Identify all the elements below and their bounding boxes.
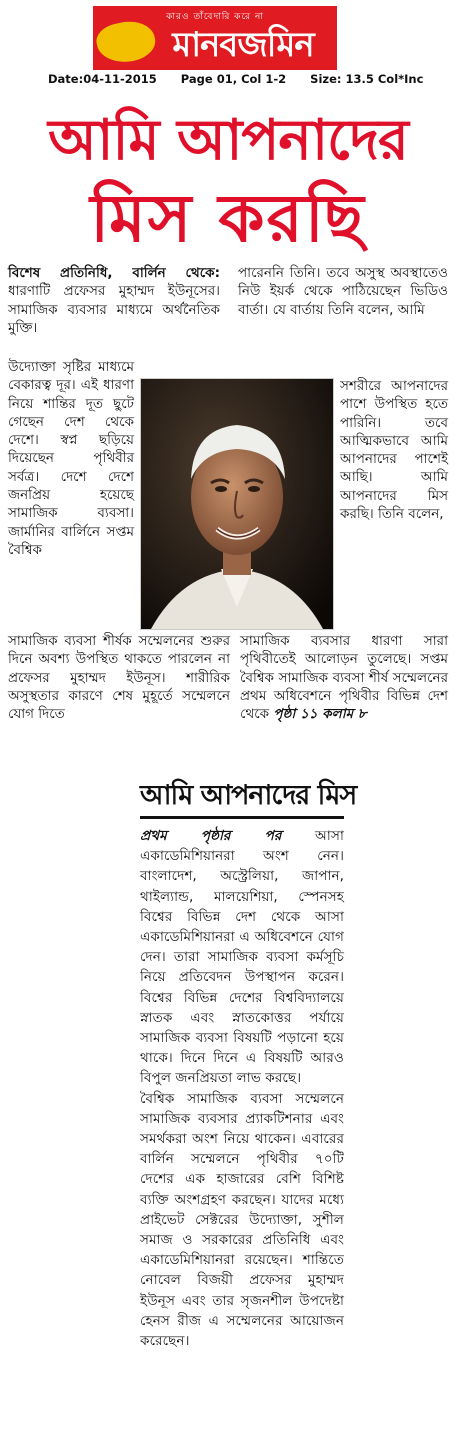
article-right-column-top [238, 264, 448, 319]
article-left-column-top [8, 264, 220, 337]
article-right-narrow [340, 377, 448, 523]
article-left-narrow [8, 358, 134, 559]
article-right-top-text: পারেননি তিনি। তবে অসুস্থ অবস্থাতেও নিউ ইয়র্ক থেকে পাঠিয়েছেন ভিডিও বার্তা। যে বার্তায় তিনি বলেন, আমি [238, 265, 448, 318]
continuation-title: আমি আপনাদের মিস [140, 776, 344, 819]
clipping-size: Size: 13.5 Col*Inc [310, 72, 424, 86]
newspaper-name: মানবজমিন [172, 25, 314, 65]
continuation-lead: প্রথম পৃষ্ঠার পর [140, 828, 282, 844]
article-left-column-bottom [8, 632, 230, 723]
portrait-illustration [141, 379, 333, 629]
continuation-paragraph-2: বৈশ্বিক সামাজিক ব্যবসা সম্মেলনে সামাজিক ব্যবসার প্র্যাকটিশনার এবং সমর্থকরা অংশ নিয়ে থাকেন। এবারের বার্লিন সম্মেলনে পৃথিবীর ৭০টি দেশের এক হাজারের বেশি বিশিষ্ট ব্যক্তি অংশগ্রহণ করছেন। যাদের মধ্যে প্রাইভেট সেক্টরের উদ্যোক্তা, সুশীল সমাজ ও সরকারের প্রতিনিধি এবং একাডেমিশিয়ানরা রয়েছেন। শান্তিতে নোবেল বিজয়ী প্রফেসর মুহাম্মদ ইউনূস এবং তার সৃজনশীল উপদেষ্টা হেনস রীজ এ সম্মেলনের আয়োজন করেছেন। [140, 1090, 344, 1350]
muhammad-yunus-photo [140, 378, 334, 630]
headline-line-1: আমি আপনাদের [48, 107, 408, 173]
jump-reference: পৃষ্ঠা ১১ কলাম ৮ [273, 706, 367, 723]
clipping-date: Date:04-11-2015 [48, 72, 157, 86]
article-right-narrow-text: সশরীরে আপনাদের পাশে উপস্থিত হতে পারিনি। তবে আত্মিকভাবে আমি আপনাদের পাশেই আছি। আমি আপনাদের মিস করছি। তিনি বলেন, [340, 378, 448, 523]
article-lead-text: ধারণাটি প্রফেসর মুহাম্মদ ইউনূসের। সামাজিক ব্যবসার মাধ্যমে অর্থনৈতিক মুক্তি। [8, 283, 220, 336]
article-right-bottom-text: সামাজিক ব্যবসার ধারণা সারা পৃথিবীতেই আলোড়ন তুলেছে। সপ্তম বৈশ্বিক সামাজিক ব্যবসা শীর্ষ সম্মেলনের প্রথম অধিবেশনে পৃথিবীর বিভিন্ন দেশ থেকে [240, 633, 448, 723]
masthead-tagline: কারও তাঁবেদারি করে না [166, 12, 264, 22]
headline-line-2: মিস করছি [90, 179, 366, 257]
article-right-column-bottom [240, 632, 448, 723]
article-left-narrow-text: উদ্যোক্তা সৃষ্টির মাধ্যমে বেকারত্ব দূর। এই ধারণা নিয়ে শান্তির দূত ছুটে গেছেন দেশ থেকে দেশে। স্বপ্ন ছড়িয়ে দিয়েছেন পৃথিবীর সর্বত্র। দেশে দেশে জনপ্রিয় হয়েছে সামাজিক ব্যবসা। জার্মানির বার্লিনে সপ্তম বৈশ্বিক [8, 359, 134, 558]
bangladesh-map-logo [93, 16, 158, 67]
continuation-paragraph-1: আসা একাডেমিশিয়ানরা অংশ নেন। বাংলাদেশ, অস্ট্রেলিয়া, জাপান, থাইল্যান্ড, মালয়েশিয়া, স্পেনসহ বিশ্বের বিভিন্ন দেশ থেকে আসা একাডেমিশিয়ানরা এ অধিবেশনে যোগ দেন। তারা সামাজিক ব্যবসা কর্মসূচি নিয়ে প্রতিবেদন উপস্থাপন করেন। বিশ্বের বিভিন্ন দেশের বিশ্ববিদ্যালয়ে স্নাতক এবং স্নাতকোত্তর পর্যায়ে সামাজিক ব্যবসা বিষয়টি পড়ানো হয়ে থাকে। দিনে দিনে এ বিষয়টি আরও বিপুল জনপ্রিয়তা লাভ করছে। [140, 828, 344, 1087]
newspaper-masthead [93, 6, 337, 70]
article-left-bottom-text: সামাজিক ব্যবসা শীর্ষক সম্মেলনের শুরুর দিনে অবশ্য উপস্থিত থাকতে পারলেন না প্রফেসর মুহাম্মদ ইউনূস। শারীরিক অসুস্থতার কারণে শেষ মুহূর্তে সম্মেলনে যোগ দিতে [8, 633, 230, 723]
byline: বিশেষ প্রতিনিধি, বার্লিন থেকে: [8, 265, 220, 281]
clipping-meta [48, 72, 448, 86]
continuation-column [140, 826, 344, 1351]
clipping-page: Page 01, Col 1-2 [180, 72, 287, 86]
